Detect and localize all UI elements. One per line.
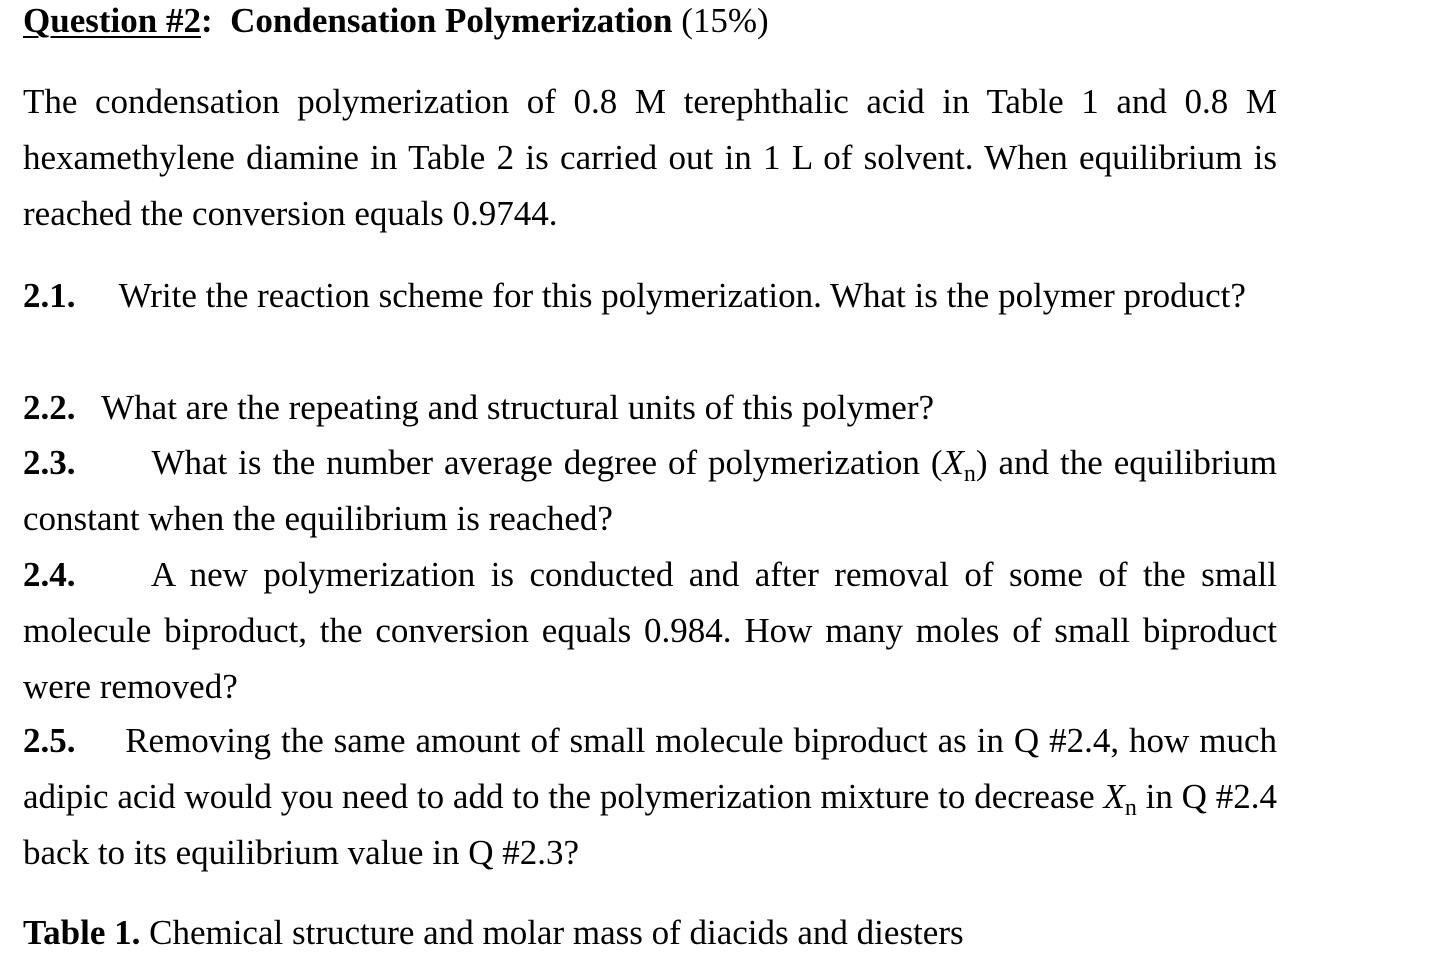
question-weight: (15%) <box>681 1 769 40</box>
question-2-1 <box>23 268 1277 324</box>
question-title: Condensation Polymerization <box>230 1 673 40</box>
intro-paragraph <box>23 74 1277 242</box>
xn-subscript: n <box>1124 795 1137 821</box>
question-number-2-1: 2.1. <box>23 276 76 315</box>
question-text-2-5-after: in Q #2.4 back to its equilibrium value in Q #2.3? <box>23 777 1277 872</box>
xn-symbol: X <box>942 443 964 482</box>
table-caption <box>23 910 964 956</box>
question-text-2-5-before: Removing the same amount of small molecule biproduct as in Q #2.4, how much adipic acid would you need to add to the polymerization mixture to decrease <box>23 721 1277 816</box>
question-text-2-3-after: ) and the equilibrium constant when the equilibrium is reached? <box>23 443 1277 538</box>
question-2-4 <box>23 547 1277 715</box>
question-text-2-4: A new polymerization is conducted and after removal of some of the small molecule biproduct, the conversion equals 0.984. How many moles of small biproduct were removed? <box>23 555 1277 706</box>
xn-symbol: X <box>1103 777 1125 816</box>
xn-subscript: n <box>963 461 976 487</box>
question-2-5 <box>23 713 1277 881</box>
question-number-2-4: 2.4. <box>23 555 76 594</box>
question-number-2-3: 2.3. <box>23 443 76 482</box>
question-text-2-1: Write the reaction scheme for this polymerization. What is the polymer product? <box>118 276 1246 315</box>
table-caption-text: Chemical structure and molar mass of diacids and diesters <box>149 913 964 952</box>
question-2-3 <box>23 435 1277 547</box>
heading-colon: : <box>200 1 213 40</box>
table-caption-label: Table 1. <box>23 913 141 952</box>
question-text-2-3-before: What is the number average degree of polymerization ( <box>151 443 943 482</box>
question-heading <box>23 0 769 42</box>
question-number: Question #2 <box>23 1 201 40</box>
question-number-2-2: 2.2. <box>23 388 76 427</box>
question-text-2-2: What are the repeating and structural units of this polymer? <box>101 388 935 427</box>
intro-text: The condensation polymerization of 0.8 M terephthalic acid in Table 1 and 0.8 M hexamethylene diamine in Table 2 is carried out in 1 L of solvent. When equilibrium is reached the conversion equals 0.9744. <box>23 82 1277 233</box>
question-number-2-5: 2.5. <box>23 721 76 760</box>
question-2-2 <box>23 380 1277 436</box>
